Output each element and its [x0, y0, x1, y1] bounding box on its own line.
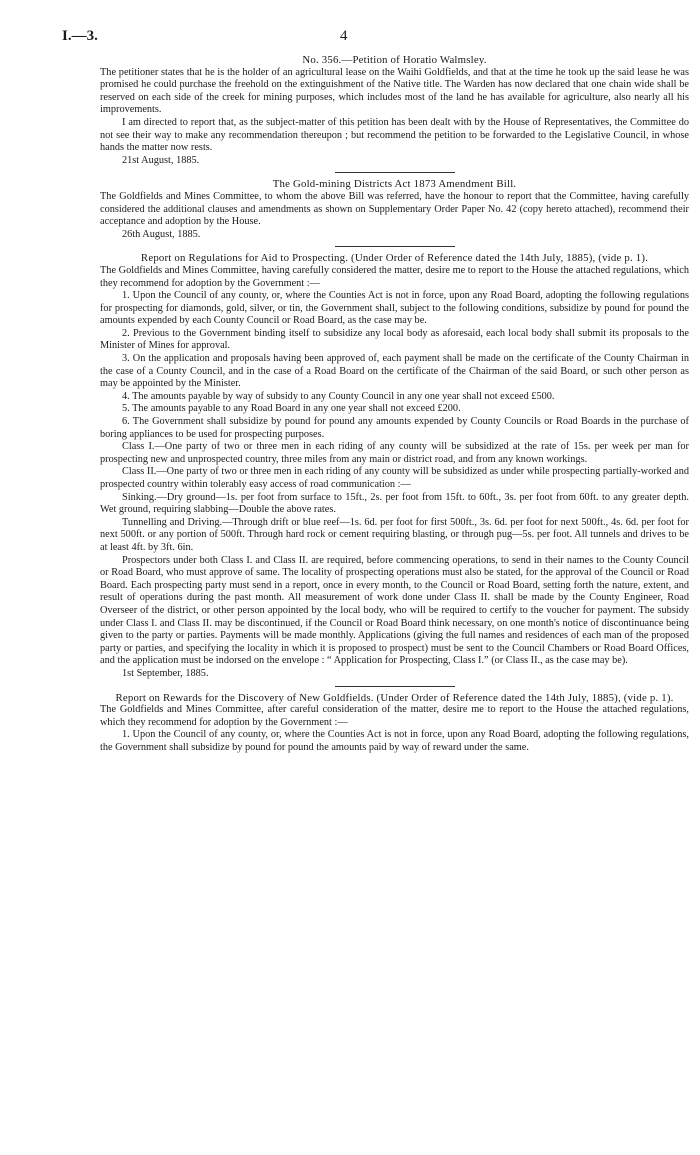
page-number: 4	[340, 28, 348, 44]
document-body	[100, 54, 689, 754]
section-rule	[335, 172, 455, 173]
rewards-intro: The Goldfields and Mines Committee, after careful consideration of the matter, desire me to report to the House the attached regulations, which they recommend for adoption by the Government :—	[100, 704, 689, 728]
petition-paragraph: I am directed to report that, as the subject-matter of this petition has been dealt with by the House of Representatives, the Committee do not see their way to make any recommendation thereupon ; but recommend the petition to be forwarded to the Legislative Council, in whose hands the matter now rests.	[100, 116, 689, 154]
prospecting-item: 4. The amounts payable by way of subsidy to any County Council in any one year shall not exceed £500.	[122, 390, 555, 402]
prospecting-item: 6. The Government shall subsidize by pound for pound any amounts expended by County Councils or Road Boards in the purchase of boring appliances to be used for prospecting purposes.	[100, 416, 689, 440]
prospecting-item: 3. On the application and proposals having been approved of, each payment shall be made on the certificate of the County Chairman in the case of a County Council, and in the case of a Road Board on the certificate of the Chairman of the said Board, or such other person as may be appointed by the Minister.	[100, 353, 689, 390]
section-rule	[335, 686, 455, 687]
prospecting-intro: The Goldfields and Mines Committee, having carefully considered the matter, desire me to report to the House the attached regulations, which they recommend for adoption by the Government :—	[100, 264, 689, 289]
bill-paragraph: The Goldfields and Mines Committee, to whom the above Bill was referred, have the honour to report that the Committee, having carefully considered the additional clauses and amendments as shown on Supplementary Order Paper No. 42 (copy hereto attached), recommend their acceptance and adoption by the House.	[100, 190, 689, 228]
document-reference: I.—3.	[62, 28, 98, 44]
petition-date: 21st August, 1885.	[122, 154, 200, 166]
prospecting-conditions: Prospectors under both Class I. and Class II. are required, before commencing operations, to send in their names to the County Council or Road Board, who must approve of same. The locality of prospecting operations must also be stated, for the approval of the Council or Road Board. Each prospecting party must send in a report, once in every month, to the Council or Road Board, setting forth the nature, extent, and result of operations during the past month. All measurement of work done under Class II. shall be made by the County Engineer, Road Overseer of the district, or other person appointed by the local body, who will be required to certify to the voucher for payment. The subsidy under Class I. and Class II. may be discontinued, if the Council or Road Board think necessary, on one month's notice of discontinuance being given to the party or parties. Payments will be made monthly. Applications (giving the full names and residences of each man of the proposed party or parties, and specifying the locality in which it is proposed to prospect) must be sent to the Council Chambers or Road Board Offices, and the application must be indorsed on the envelope : “ Application for Prospecting, Class I.” (or Class II., as the case may be).	[100, 554, 689, 667]
bill-heading: The Gold-mining Districts Act 1873 Amendment Bill.	[272, 178, 517, 191]
section-rule	[335, 246, 455, 247]
rewards-heading: Report on Rewards for the Discovery of New Goldfields. (Under Order of Reference dated the 14th July, 1885), (vide p. 1).	[115, 691, 674, 704]
prospecting-date: 1st September, 1885.	[122, 667, 209, 679]
prospecting-item: 2. Previous to the Government binding itself to subsidize any local body as aforesaid, each local body shall submit its proposals to the Minister of Mines for approval.	[100, 327, 689, 352]
prospecting-class-ii: Class II.—One party of two or three men in each riding of any county will be subsidized as under while prospecting partially-worked and prospected country within tolerably easy access of road communication :—	[100, 466, 689, 490]
rewards-item: 1. Upon the Council of any county, or, where the Counties Act is not in force, upon any Road Board, adopting the following regulations, the Government shall subsidize by pound for pound the amounts paid by way of reward under the same.	[100, 729, 689, 753]
prospecting-item: 1. Upon the Council of any county, or, where the Counties Act is not in force, upon any Road Board, adopting the following regulations for prospecting for diamonds, gold, silver, or tin, the Government shall, subject to the following conditions, subsidize by pound for pound the amounts expended by each County Council or Road Board, as the case may be.	[100, 290, 689, 327]
petition-paragraph: The petitioner states that he is the holder of an agricultural lease on the Waihi Goldfields, and that at the time he took up the said lease he was promised he could purchase the freehold on the extinguishment of the Native title. The Warden has now declared that one chain wide shall be reserved on each side of the creek for mining purposes, which includes most of the land he has available for agriculture, also nearly all his improvements.	[100, 66, 689, 116]
prospecting-class-i: Class I.—One party of two or three men in each riding of any county will be subsidized at the rate of 15s. per week per man for prospecting new and unprospected country, three miles from any main or district road, and from any known workings.	[100, 441, 689, 465]
petition-heading: No. 356.—Petition of Horatio Walmsley.	[302, 54, 487, 66]
prospecting-tunnelling-rates: Tunnelling and Driving.—Through drift or blue reef—1s. 6d. per foot for first 500ft., 3s. 6d. per foot for next 500ft., 4s. 6d. per foot for next 500ft. or any portion of 500ft. Through hard rock or cement requiring blasting, or through pug—5s. per foot. All tunnels and drives to be at least 4ft. by 3ft. 6in.	[100, 516, 689, 553]
prospecting-item: 5. The amounts payable to any Road Board in any one year shall not exceed £200.	[122, 403, 461, 415]
prospecting-heading: Report on Regulations for Aid to Prospecting. (Under Order of Reference dated the 14th July, 1885), (vide p. 1).	[140, 252, 649, 265]
bill-date: 26th August, 1885.	[122, 228, 201, 240]
prospecting-sinking-rates: Sinking.—Dry ground—1s. per foot from surface to 15ft., 2s. per foot from 15ft. to 60ft., 3s. per foot from 60ft. to any greater depth. Wet ground, requiring slabbing—Double the above rates.	[100, 491, 689, 516]
